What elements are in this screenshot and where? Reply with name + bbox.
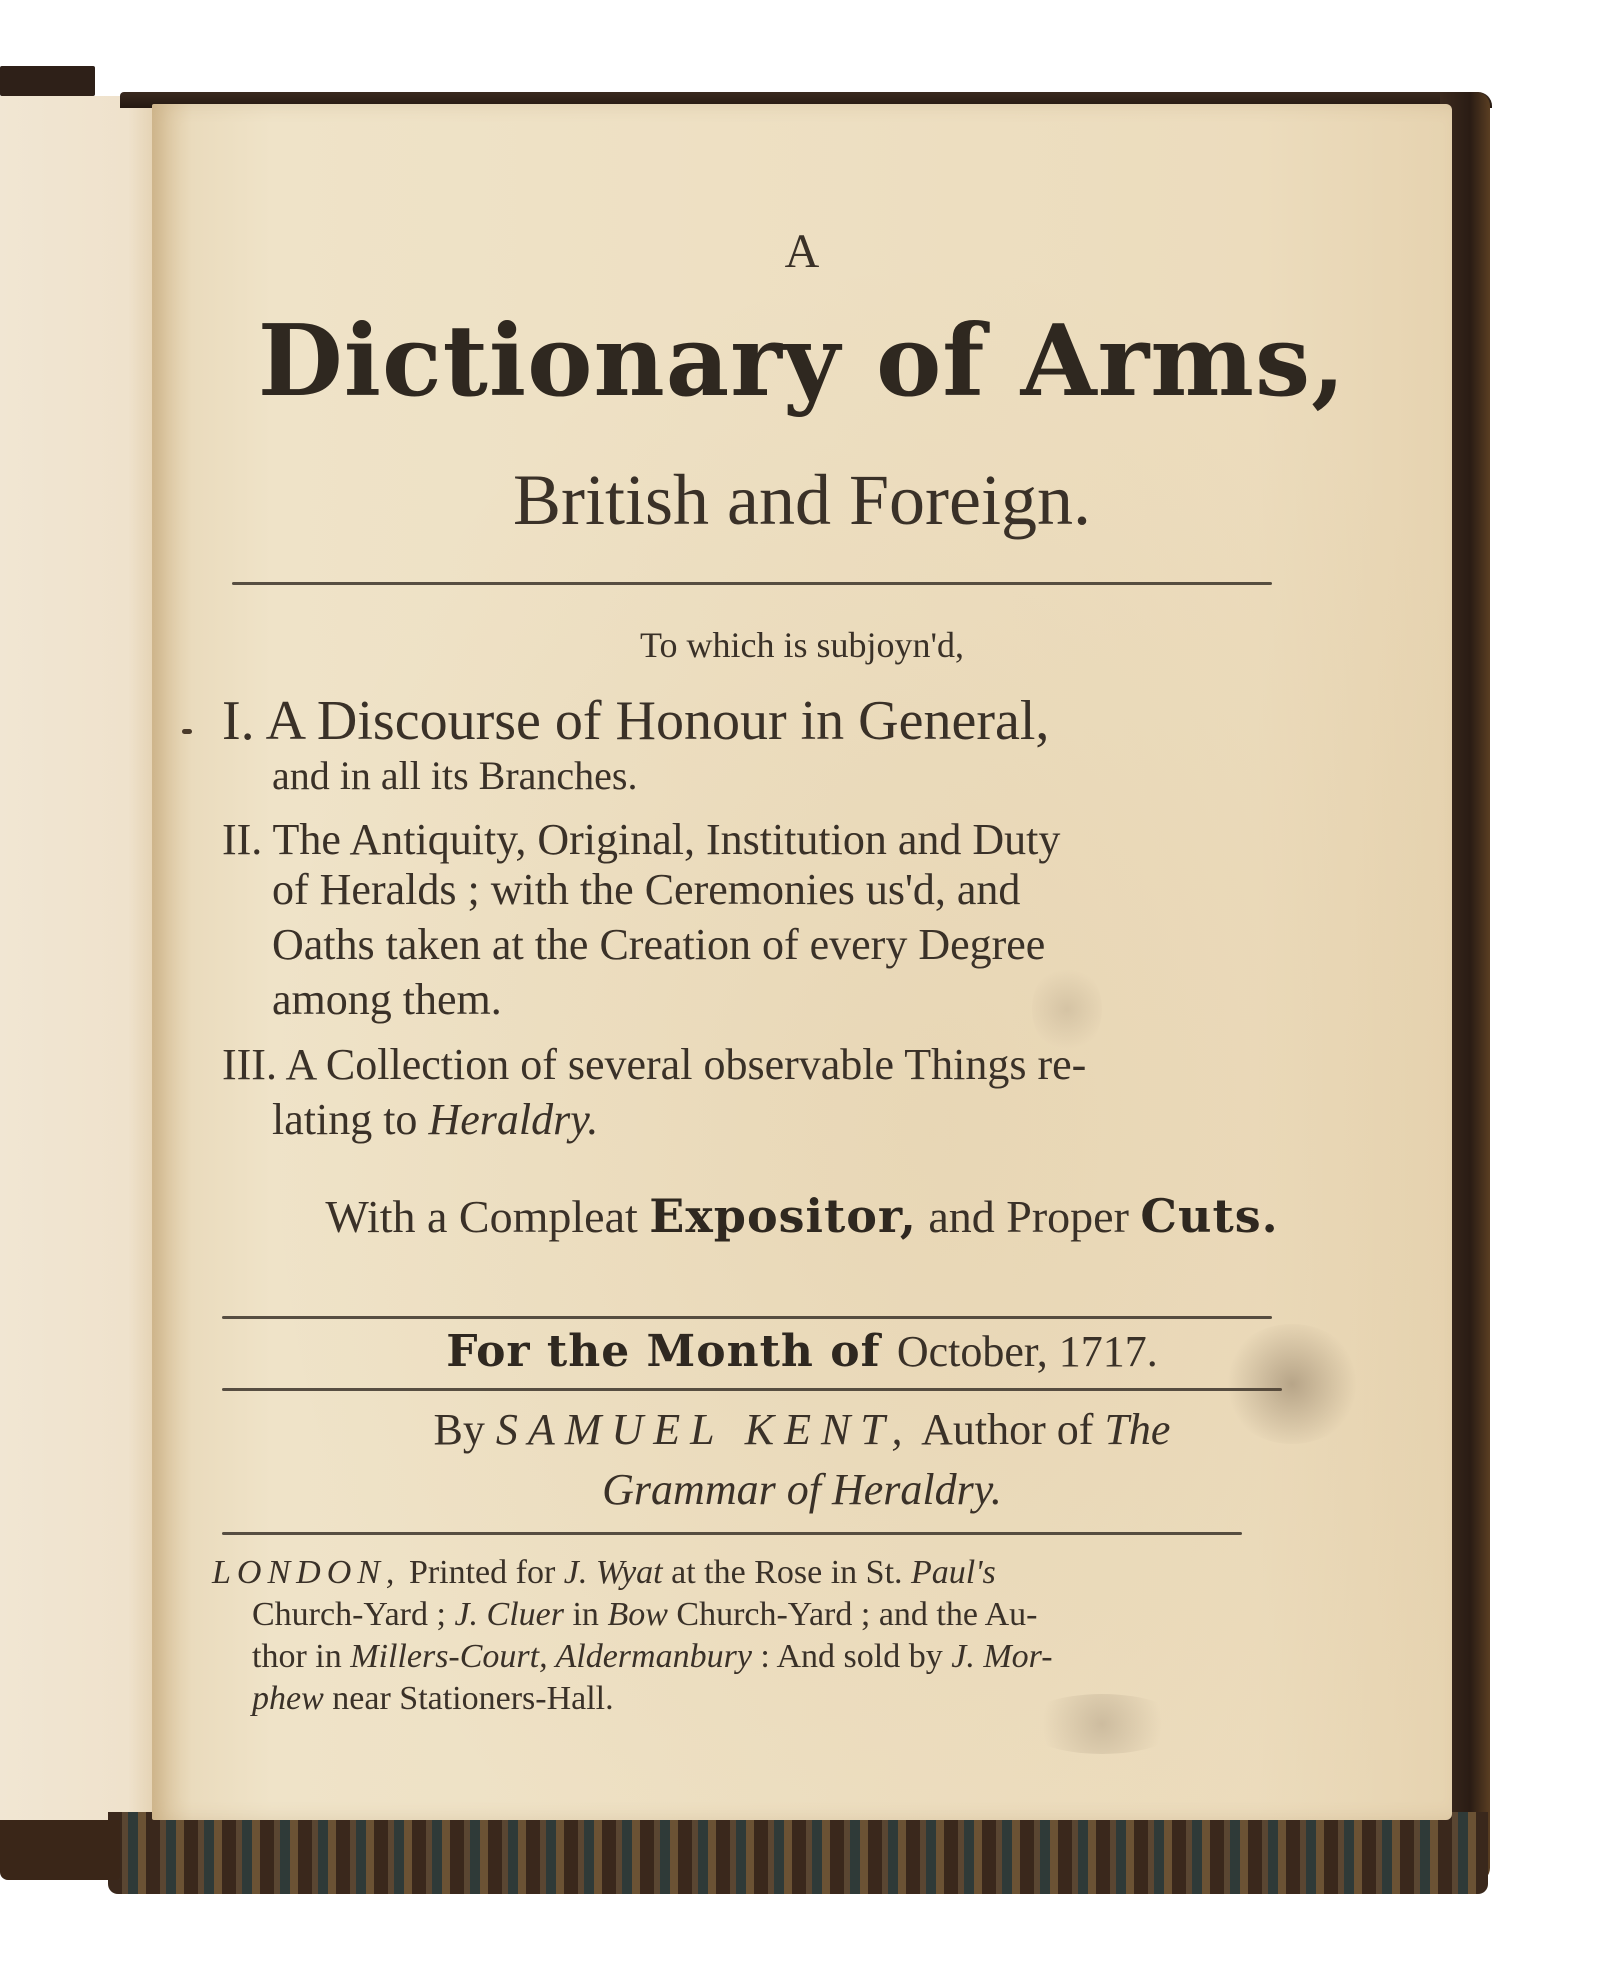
item-2-line-2: of Heralds ; with the Ceremonies us'd, and	[272, 865, 1021, 914]
expositor-blackletter: Expositor,	[649, 1189, 917, 1243]
imprint-text: Church-Yard ;	[252, 1596, 455, 1633]
imprint-text: : And sold by	[751, 1638, 952, 1675]
author-name: SAMUEL KENT,	[495, 1405, 913, 1454]
cover-top-left-edge	[0, 66, 95, 96]
imprint-text: in	[563, 1596, 608, 1633]
item-3-numeral: III.	[222, 1040, 277, 1089]
item-3-text: A Collection of several observable Things re-	[285, 1040, 1087, 1089]
item-3-line-1	[222, 1039, 1086, 1090]
cover-bottom-marbled-edge	[108, 1812, 1488, 1894]
imprint-printer-wyat: J. Wyat	[563, 1554, 663, 1591]
imprint-seller: J. Mor-	[951, 1638, 1053, 1675]
item-3-line-2	[272, 1094, 598, 1145]
ink-smudge	[1222, 1324, 1362, 1444]
item-3-italic-tail: Heraldry.	[428, 1095, 599, 1144]
item-3-text-2: lating to	[272, 1095, 418, 1144]
imprint-place-pauls: Paul's	[911, 1554, 996, 1591]
imprint-line-4	[252, 1680, 614, 1718]
imprint-line-2	[252, 1596, 1037, 1634]
imprint-text: Printed for	[400, 1554, 564, 1591]
imprint-place-bow: Bow	[607, 1596, 668, 1633]
item-2-numeral: II.	[222, 815, 263, 864]
cuts-blackletter: Cuts.	[1140, 1189, 1279, 1243]
with-prefix: With a Compleat	[325, 1191, 650, 1242]
imprint-seller-tail: phew	[252, 1680, 324, 1717]
item-2-line-1	[222, 814, 1060, 865]
cover-bottom-left-edge	[0, 1820, 120, 1880]
author-by: By	[433, 1405, 496, 1454]
item-2-line-3: Oaths taken at the Creation of every Degree	[272, 920, 1046, 969]
tab-marker	[182, 729, 192, 734]
title-page	[152, 104, 1452, 1820]
with-middle: and Proper	[916, 1191, 1141, 1242]
with-line	[152, 1189, 1452, 1243]
item-2-line-4: among them.	[272, 975, 502, 1024]
item-2-text: The Antiquity, Original, Institution and Duty	[272, 815, 1061, 864]
imprint-printer-cluer: J. Cluer	[454, 1596, 564, 1633]
item-1-text: A Discourse of Honour in General,	[265, 690, 1050, 752]
flyleaf-page	[0, 96, 160, 1826]
imprint-line-1	[212, 1554, 996, 1592]
rule-1	[232, 582, 1272, 585]
imprint-text: near Stationers-Hall.	[323, 1680, 614, 1717]
month-blackletter: For the Month of	[446, 1326, 897, 1377]
rule-4	[222, 1532, 1242, 1535]
ink-smudge	[1022, 1694, 1182, 1754]
water-stain	[1032, 964, 1102, 1054]
title-article: A	[784, 225, 820, 278]
item-1-numeral: I.	[222, 690, 255, 752]
imprint-text: at the Rose in St.	[662, 1554, 912, 1591]
author-work-1: The	[1104, 1405, 1171, 1454]
subtitle: British and Foreign.	[513, 460, 1091, 540]
imprint-text: thor in	[252, 1638, 351, 1675]
item-1-line-1	[222, 689, 1049, 753]
rule-3	[222, 1388, 1282, 1391]
main-title: Dictionary of Arms,	[257, 304, 1347, 419]
imprint-line-3	[252, 1638, 1053, 1676]
author-work-line: Grammar of Heraldry.	[602, 1465, 1002, 1514]
author-role: Author of	[912, 1405, 1105, 1454]
imprint-place-millers-court: Millers-Court, Aldermanbury	[350, 1638, 752, 1675]
item-1-line-2: and in all its Branches.	[272, 753, 638, 798]
rule-2	[222, 1316, 1272, 1319]
month-date: October, 1717.	[896, 1327, 1158, 1376]
imprint-text: Church-Yard ; and the Au-	[667, 1596, 1038, 1633]
subjoined-intro: To which is subjoyn'd,	[640, 625, 964, 665]
imprint-city: LONDON,	[212, 1554, 401, 1591]
